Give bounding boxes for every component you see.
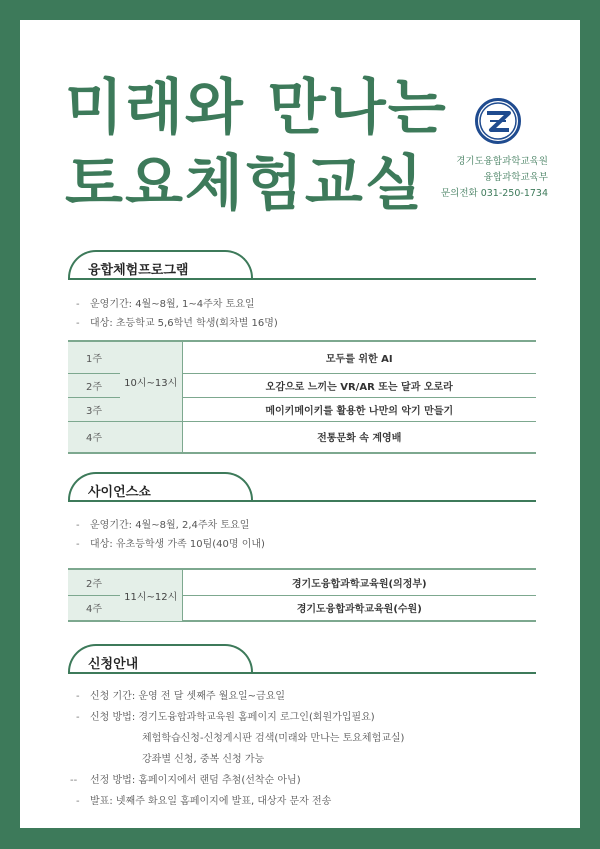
table-row: 2주 11시~12시 경기도융합과학교육원(의정부) [68, 569, 536, 595]
institute-logo-icon [475, 98, 521, 144]
info-bullet: - 운영기간: 4월~8월, 2,4주차 토요일 [76, 520, 250, 531]
table-row: 4주 전통문화 속 계영배 [68, 421, 536, 453]
program-schedule-table [68, 340, 536, 454]
poster [20, 20, 580, 828]
section-heading: 신청안내 [88, 657, 139, 672]
section-heading: 융합체험프로그램 [88, 263, 189, 278]
info-bullet: - 대상: 초등학교 5,6학년 학생(회차별 16명) [76, 318, 278, 329]
scienceshow-schedule-table [68, 568, 536, 622]
poster-title-line1: 미래와 만나는 [65, 73, 448, 143]
table-row: 2주 오감으로 느끼는 VR/AR 또는 달과 오로라 [68, 373, 536, 397]
org-contact: 문의전화 031-250-1734 [440, 188, 548, 199]
program-time: 10시~13시 [120, 341, 182, 421]
info-bullet-continued: 강좌별 신청, 중복 신청 가능 [142, 754, 265, 765]
table-row: 3주 메이키메이키를 활용한 나만의 악기 만들기 [68, 397, 536, 421]
section-heading: 사이언스쇼 [88, 485, 151, 500]
info-bullet-continued: 체험학습신청-신청게시판 검색(미래와 만나는 토요체험교실) [142, 733, 405, 744]
info-bullet: - 대상: 유초등학생 가족 10팀(40명 이내) [76, 539, 265, 550]
info-bullet: - 신청 방법: 경기도융합과학교육원 홈페이지 로그인(회원가입필요) [76, 712, 375, 723]
table-row: 1주 10시~13시 모두를 위한 AI [68, 341, 536, 373]
scienceshow-time: 11시~12시 [120, 569, 182, 621]
table-row: 4주 경기도융합과학교육원(수원) [68, 595, 536, 621]
section-header-application [68, 644, 536, 678]
info-bullet: -- 선정 방법: 홈페이지에서 랜덤 추첨(선착순 아님) [70, 775, 301, 786]
info-bullet: - 신청 기간: 운영 전 달 셋째주 월요일~금요일 [76, 691, 286, 702]
section-header-scienceshow [68, 472, 536, 506]
section-header-program [68, 250, 536, 284]
org-dept: 융합과학교육부 [483, 172, 548, 183]
info-bullet: - 발표: 넷째주 화요일 홈페이지에 발표, 대상자 문자 전송 [76, 796, 332, 807]
poster-title-line2: 토요체험교실 [65, 149, 425, 219]
org-name: 경기도융합과학교육원 [456, 156, 548, 167]
info-bullet: - 운영기간: 4월~8월, 1~4주차 토요일 [76, 299, 255, 310]
